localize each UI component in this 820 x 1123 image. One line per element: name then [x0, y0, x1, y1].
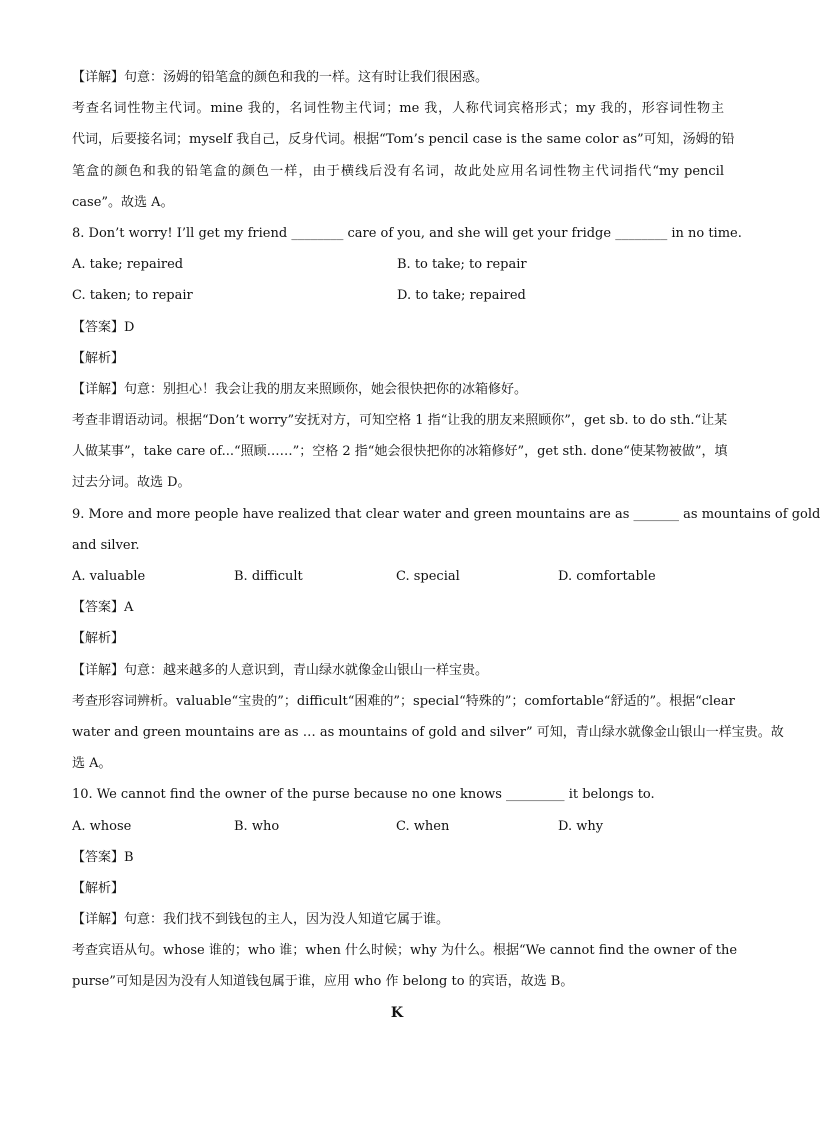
q7-analysis-line: case”。故选 A。	[72, 194, 174, 210]
q9-meaning: 【详解】句意：越来越多的人意识到，青山绿水就像金山银山一样宝贵。	[72, 662, 489, 678]
q9-answer: 【答案】A	[72, 600, 134, 616]
q9-option-b: B. difficult	[234, 569, 303, 584]
q7-meaning: 【详解】句意：汤姆的铅笔盒的颜色和我的一样。这有时让我们很困惑。	[72, 70, 489, 85]
q8-analysis-line: 人做某事”，take care of...“照顾……”；空格 2 指“她会很快把你的冰箱修好”，get sth. done“使某物被做”，填	[72, 444, 728, 460]
q9-options-row	[72, 561, 724, 592]
q9-option-c: C. special	[396, 569, 460, 584]
q9-analysis-line: water and green mountains are as … as mountains of gold and silver” 可知，青山绿水就像金山银山一样宝贵。故	[72, 724, 784, 740]
q8-stem: 8. Don’t worry! I’ll get my friend ________ care of you, and she will get your fridge ________ in no time.	[72, 225, 742, 241]
q8-analysis-line: 考查非谓语动词。根据“Don’t worry”安抚对方，可知空格 1 指“让我的朋友来照顾你”，get sb. to do sth.“让某	[72, 413, 728, 429]
q9-analysis-line: 考查形容词辨析。valuable“宝贵的”；difficult“困难的”；special“特殊的”；comfortable“舒适的”。根据“clear	[72, 693, 735, 709]
q8-meaning: 【详解】句意：别担心！我会让我的朋友来照顾你，她会很快把你的冰箱修好。	[72, 381, 528, 397]
q8-options-row	[72, 280, 724, 311]
q8-option-a: A. take; repaired	[72, 257, 184, 273]
q10-option-d: D. why	[558, 818, 604, 834]
q10-stem: 10. We cannot find the owner of the purse because no one knows _________ it belongs to.	[72, 787, 655, 803]
q10-analysis-line: purse”可知是因为没有人知道钱包属于谁，应用 who 作 belong to 的宾语，故选 B。	[72, 974, 574, 990]
q8-analysis-line: 过去分词。故选 D。	[72, 475, 191, 491]
q10-option-a: A. whose	[72, 818, 132, 834]
footer-mark: K	[390, 1005, 404, 1021]
q7-analysis-line: 考查名词性物主代词。mine 我的，名词性物主代词；me 我，人称代词宾格形式；my 我的，形容词性物主	[72, 101, 724, 117]
q8-option-b: B. to take; to repair	[397, 257, 527, 273]
q8-option-d: D. to take; repaired	[397, 288, 526, 304]
q9-option-a: A. valuable	[72, 569, 146, 584]
q7-analysis-line: 笔盒的颜色和我的铅笔盒的颜色一样，由于横线后没有名词，故此处应用名词性物主代词指代“my pencil	[72, 163, 724, 179]
q10-jiexi-label: 【解析】	[72, 880, 125, 896]
q8-jiexi-label: 【解析】	[72, 350, 125, 366]
q9-stem-line: and silver.	[72, 537, 140, 553]
q9-option-d: D. comfortable	[558, 569, 656, 584]
q9-analysis-line: 选 A。	[72, 756, 112, 772]
q8-options-row	[72, 249, 724, 280]
document-page	[72, 62, 820, 998]
q10-option-c: C. when	[396, 818, 450, 834]
q10-analysis-line: 考查宾语从句。whose 谁的；who 谁；when 什么时候；why 为什么。根据“We cannot find the owner of the	[72, 943, 738, 959]
q10-answer: 【答案】B	[72, 849, 134, 865]
q8-option-c: C. taken; to repair	[72, 288, 193, 304]
q10-option-b: B. who	[234, 818, 280, 834]
q10-options-row	[72, 811, 724, 842]
q8-answer: 【答案】D	[72, 319, 135, 335]
q7-analysis-line: 代词，后要接名词；myself 我自己，反身代词。根据“Tom’s pencil case is the same color as”可知，汤姆的铅	[72, 132, 735, 148]
q10-meaning: 【详解】句意：我们找不到钱包的主人，因为没人知道它属于谁。	[72, 912, 450, 928]
q9-stem-line: 9. More and more people have realized that clear water and green mountains are as _______ as mountains of gold	[72, 506, 820, 522]
q9-jiexi-label: 【解析】	[72, 631, 125, 647]
